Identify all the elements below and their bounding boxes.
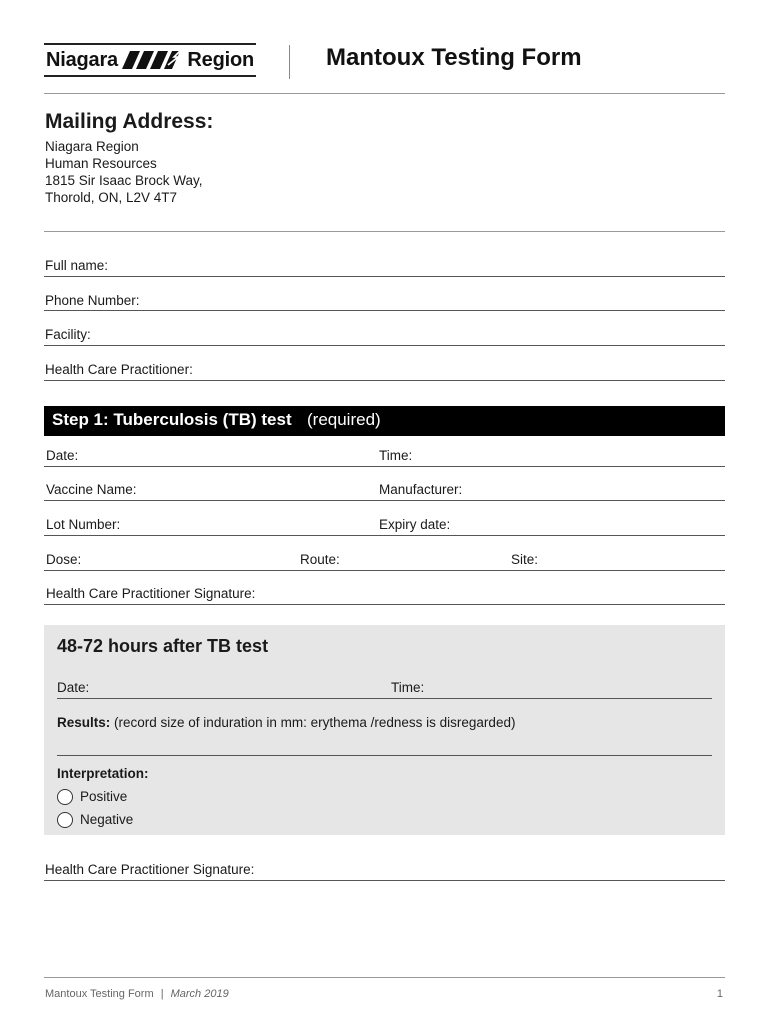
followup-date-time-field[interactable]	[57, 698, 712, 699]
facility-label: Facility:	[45, 327, 91, 342]
route-label: Route:	[300, 552, 340, 567]
facility-field[interactable]	[44, 345, 725, 346]
page-title: Mantoux Testing Form	[326, 44, 582, 71]
negative-radio[interactable]	[57, 812, 73, 828]
results-heading: Results:	[57, 715, 111, 730]
logo-text-niagara: Niagara	[46, 49, 118, 71]
results-note: (record size of induration in mm: erythema /redness is disregarded)	[114, 715, 516, 730]
dose-label: Dose:	[46, 552, 82, 567]
interpretation-label: Interpretation:	[57, 766, 149, 781]
lot-number-label: Lot Number:	[46, 517, 121, 532]
logo-mark-icon	[120, 47, 186, 73]
step1-title: Step 1: Tuberculosis (TB) test	[52, 410, 292, 429]
tb-signature-label: Health Care Practitioner Signature:	[46, 586, 256, 601]
full-name-label: Full name:	[45, 258, 109, 273]
phone-number-field[interactable]	[44, 310, 725, 311]
negative-option-label: Negative	[80, 812, 134, 827]
address-line: Human Resources	[45, 156, 157, 171]
practitioner-label: Health Care Practitioner:	[45, 362, 193, 377]
footer-date: March 2019	[170, 988, 229, 1000]
followup-time-label: Time:	[391, 680, 425, 695]
page-number: 1	[716, 988, 723, 1000]
expiry-date-label: Expiry date:	[379, 517, 451, 532]
vaccine-name-label: Vaccine Name:	[46, 482, 137, 497]
lot-expiry-field[interactable]	[44, 535, 725, 536]
address-line: Niagara Region	[45, 139, 139, 154]
footer-doc-name: Mantoux Testing Form	[45, 988, 154, 1000]
tb-signature-field[interactable]	[44, 604, 725, 605]
manufacturer-label: Manufacturer:	[379, 482, 463, 497]
footer-doc-info	[45, 988, 229, 1000]
header-divider	[289, 45, 290, 79]
positive-option-label: Positive	[80, 789, 128, 804]
tb-date-label: Date:	[46, 448, 79, 463]
step1-required-note: (required)	[307, 410, 381, 429]
niagara-region-logo	[44, 43, 256, 77]
tb-time-label: Time:	[379, 448, 413, 463]
positive-radio[interactable]	[57, 789, 73, 805]
header-rule	[44, 93, 725, 94]
phone-number-label: Phone Number:	[45, 293, 140, 308]
footer-separator: |	[160, 988, 164, 1000]
final-signature-field[interactable]	[44, 880, 725, 881]
mailing-address	[45, 138, 203, 206]
vaccine-field[interactable]	[44, 500, 725, 501]
footer-rule	[44, 977, 725, 978]
followup-date-label: Date:	[57, 680, 90, 695]
site-label: Site:	[511, 552, 539, 567]
results-field[interactable]	[57, 755, 712, 756]
logo-text-region: Region	[187, 49, 254, 71]
mailing-address-heading: Mailing Address:	[45, 110, 214, 133]
section-rule	[44, 231, 725, 232]
address-line: 1815 Sir Isaac Brock Way,	[45, 173, 203, 188]
full-name-field[interactable]	[44, 276, 725, 277]
tb-date-time-field[interactable]	[44, 466, 725, 467]
results-label	[57, 715, 515, 730]
step1-header-bar	[44, 406, 725, 436]
dose-route-site-field[interactable]	[44, 570, 725, 571]
followup-heading: 48-72 hours after TB test	[57, 636, 269, 656]
practitioner-field[interactable]	[44, 380, 725, 381]
final-signature-label: Health Care Practitioner Signature:	[45, 862, 255, 877]
address-line: Thorold, ON, L2V 4T7	[45, 190, 178, 205]
